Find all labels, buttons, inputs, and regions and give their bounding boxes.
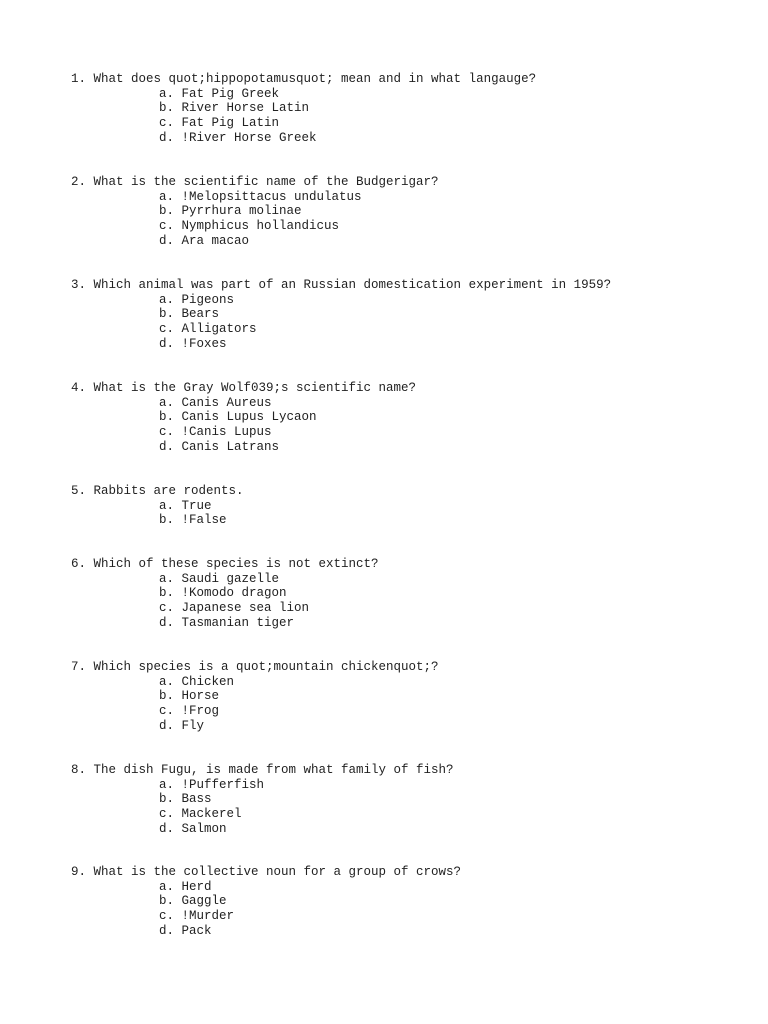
question-text: 3. Which animal was part of an Russian domestication experiment in 1959? (71, 278, 612, 292)
answer-option: c. Alligators (159, 322, 257, 337)
answer-options (71, 396, 748, 455)
answer-option: d. Canis Latrans (159, 439, 280, 454)
question-text: 6. Which of these species is not extinct? (71, 557, 379, 571)
answer-option: b. Pyrrhura molinae (159, 204, 302, 219)
answer-option: b. River Horse Latin (159, 101, 310, 116)
question-8 (71, 763, 748, 837)
answer-option: a. Chicken (159, 674, 235, 689)
answer-option: d. Tasmanian tiger (159, 615, 295, 630)
answer-option: d. !Foxes (159, 336, 227, 351)
answer-option: d. !River Horse Greek (159, 130, 317, 145)
answer-option: b. Gaggle (159, 894, 227, 909)
answer-option: b. Horse (159, 689, 220, 704)
answer-option: b. !Komodo dragon (159, 586, 287, 601)
question-5 (71, 484, 748, 528)
answer-options (71, 499, 748, 528)
answer-options (71, 87, 748, 146)
answer-option: a. Pigeons (159, 292, 235, 307)
answer-option: c. Nymphicus hollandicus (159, 219, 340, 234)
question-text: 8. The dish Fugu, is made from what family of fish? (71, 763, 454, 777)
answer-option: a. Canis Aureus (159, 395, 272, 410)
question-6 (71, 557, 748, 631)
answer-option: b. !False (159, 513, 227, 528)
question-2 (71, 175, 748, 249)
question-3 (71, 278, 748, 352)
question-text: 1. What does quot;hippopotamusquot; mean and in what langauge? (71, 72, 537, 86)
question-1 (71, 72, 748, 146)
answer-option: c. Japanese sea lion (159, 601, 310, 616)
answer-option: b. Bears (159, 307, 220, 322)
answer-option: a. !Pufferfish (159, 777, 265, 792)
question-text: 5. Rabbits are rodents. (71, 484, 244, 498)
answer-options (71, 675, 748, 734)
question-4 (71, 381, 748, 455)
answer-option: c. !Canis Lupus (159, 425, 272, 440)
answer-option: b. Canis Lupus Lycaon (159, 410, 317, 425)
answer-option: a. !Melopsittacus undulatus (159, 189, 362, 204)
answer-option: c. !Murder (159, 909, 235, 924)
answer-options (71, 190, 748, 249)
answer-option: c. !Frog (159, 704, 220, 719)
answer-options (71, 880, 748, 939)
answer-option: d. Pack (159, 923, 212, 938)
answer-option: d. Ara macao (159, 233, 250, 248)
answer-option: b. Bass (159, 792, 212, 807)
question-text: 4. What is the Gray Wolf039;s scientific name? (71, 381, 417, 395)
question-7 (71, 660, 748, 734)
answer-options (71, 293, 748, 352)
answer-options (71, 572, 748, 631)
answer-option: a. True (159, 498, 212, 513)
answer-option: a. Fat Pig Greek (159, 86, 280, 101)
question-text: 2. What is the scientific name of the Budgerigar? (71, 175, 439, 189)
question-9 (71, 865, 748, 939)
answer-option: a. Herd (159, 879, 212, 894)
answer-option: d. Fly (159, 718, 205, 733)
answer-options (71, 778, 748, 837)
answer-option: c. Fat Pig Latin (159, 116, 280, 131)
question-text: 9. What is the collective noun for a group of crows? (71, 865, 462, 879)
answer-option: a. Saudi gazelle (159, 571, 280, 586)
answer-option: d. Salmon (159, 821, 227, 836)
answer-option: c. Mackerel (159, 807, 242, 822)
question-text: 7. Which species is a quot;mountain chickenquot;? (71, 660, 439, 674)
